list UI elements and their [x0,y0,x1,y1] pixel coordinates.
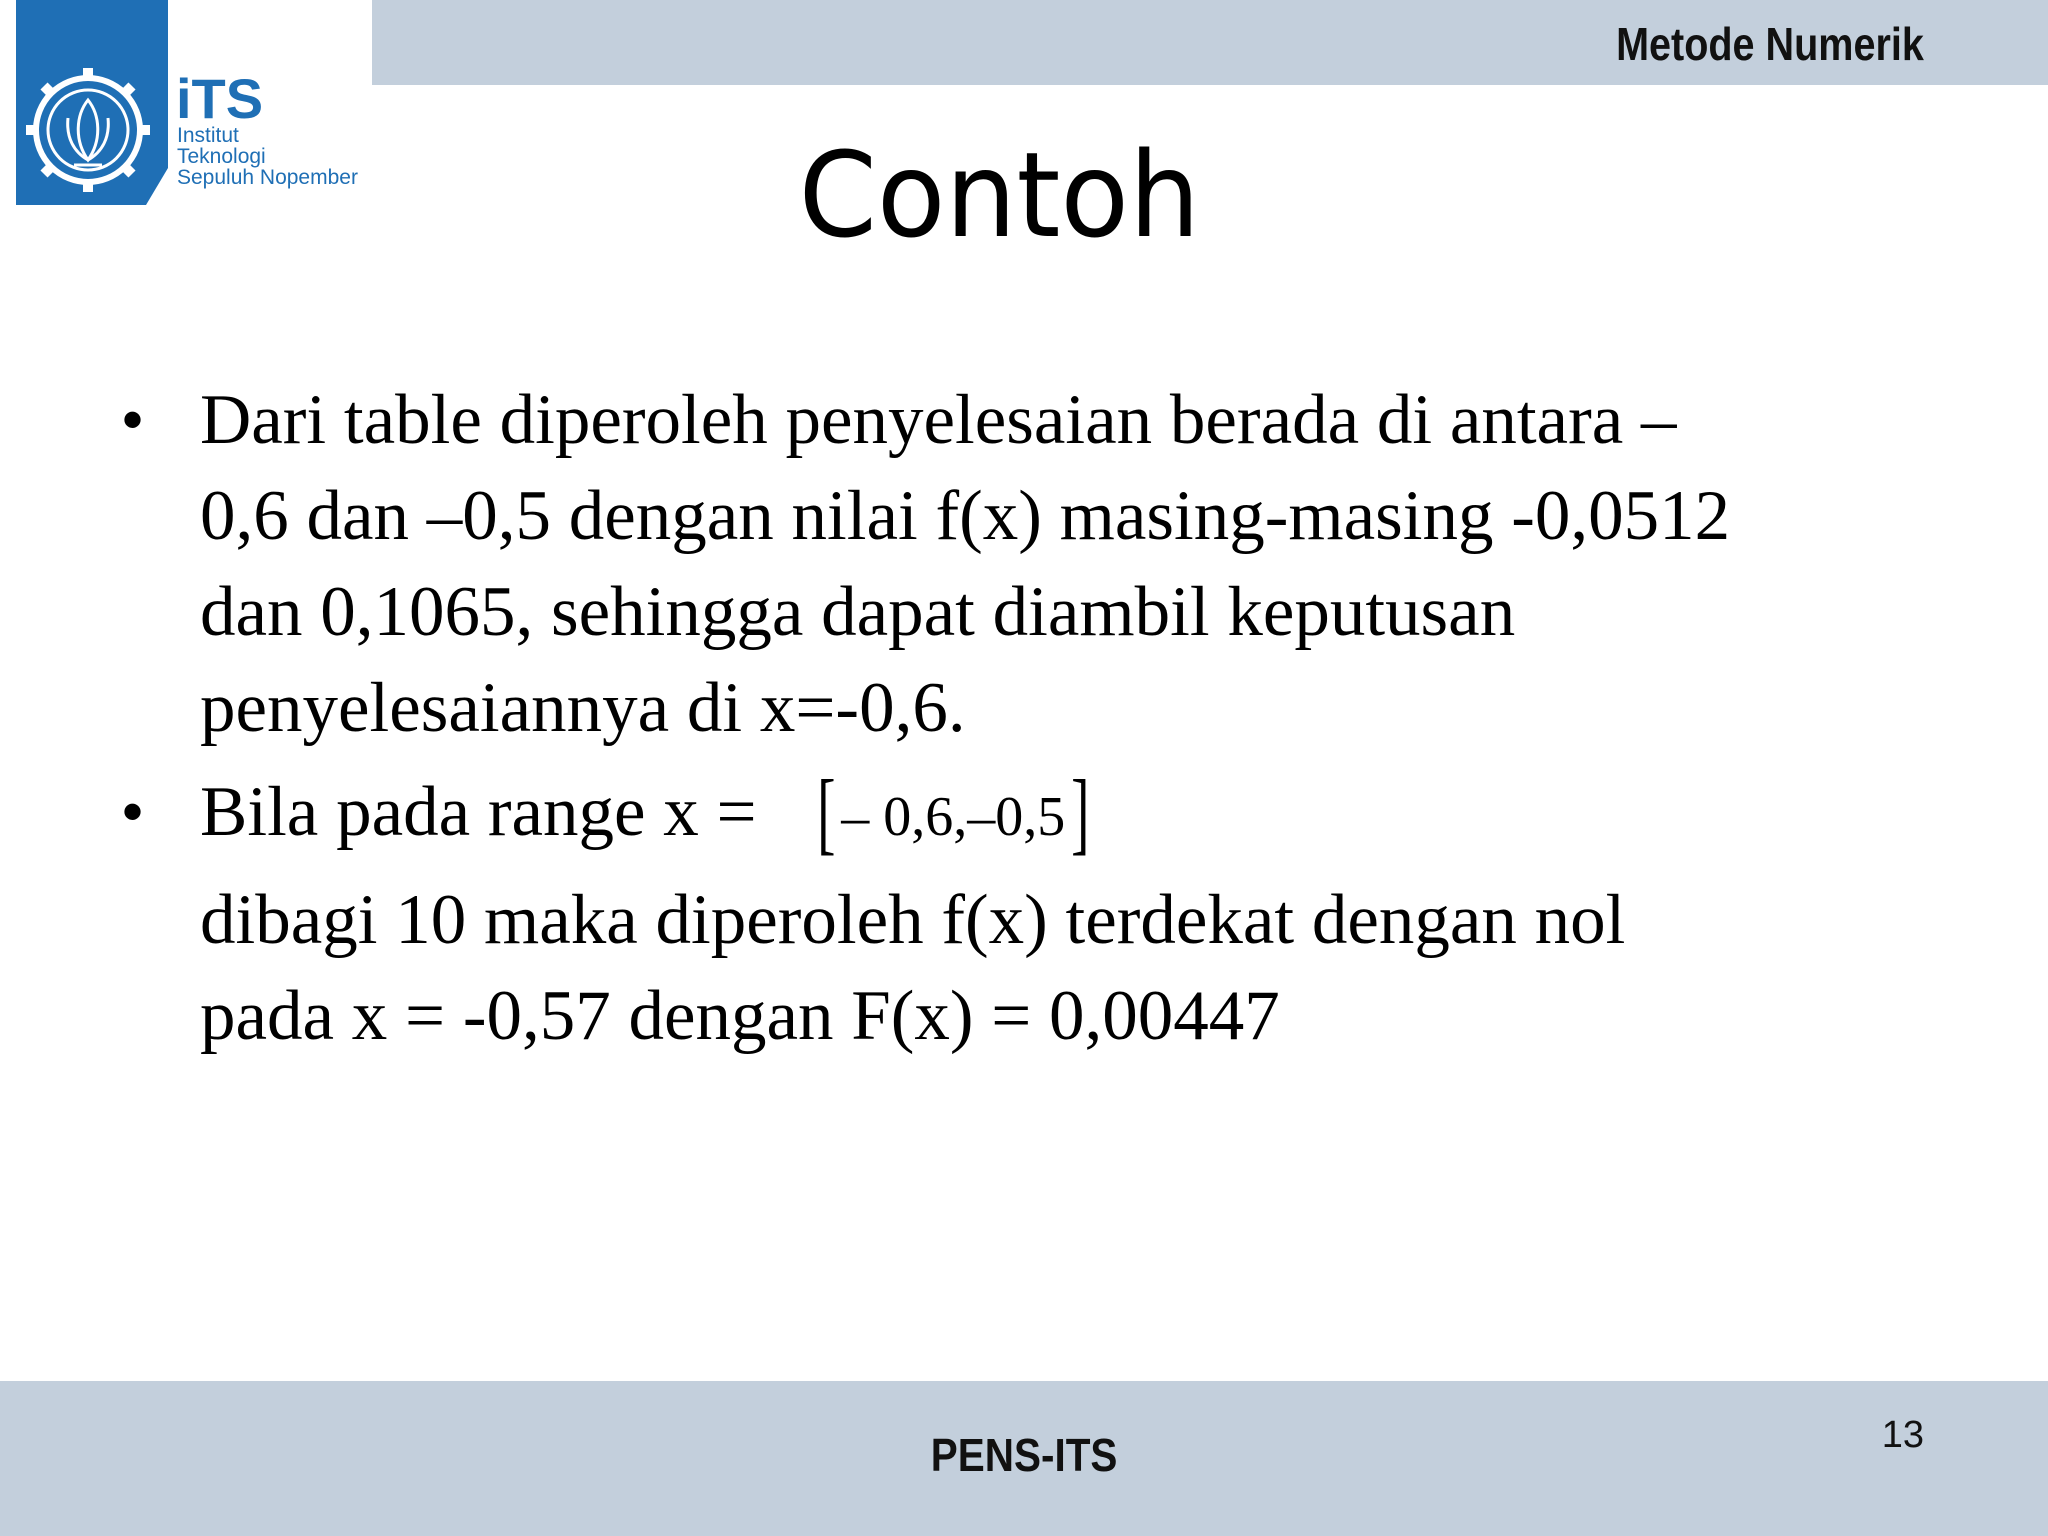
footer-label [0,1425,2048,1485]
course-name: Metode Numerik [1616,18,1924,70]
bullet-1-line-4: penyelesaiannya di x=-0,6. [200,669,966,747]
page-number: 13 [1881,1414,1924,1456]
logo-line-1: Institut [177,124,239,147]
bullet-item-2 [122,761,1960,863]
range-formula [811,761,1096,865]
bullet-2-text: Bila pada range x = [200,773,757,851]
bullet-item-1 [122,372,1960,756]
slide-title [0,125,2048,265]
formula-close-bracket: ] [1071,761,1090,863]
bullet-1-line-2: 0,6 dan –0,5 dengan nilai f(x) masing-masing -0,0512 [200,477,1731,555]
slide-title-text: Contoh [798,126,1200,264]
bullet-dot-icon: • [122,386,144,453]
footer-label-text: PENS-ITS [930,1429,1118,1481]
bullet-2-line-3: pada x = -0,57 dengan F(x) = 0,00447 [200,977,1280,1055]
logo-line-3: Sepuluh Nopember [177,166,358,189]
bullet-2-continuation [200,872,1960,1064]
formula-open-bracket: [ [816,761,836,863]
slide-content [122,372,1960,1064]
bullet-2-line-1 [200,761,1960,865]
formula-body: – 0,6,–0,5 [841,786,1066,848]
bullet-2-line-2: dibagi 10 maka diperoleh f(x) terdekat dengan nol [200,881,1626,959]
logo-abbr: iTS [176,67,264,130]
bullet-dot-icon: • [122,778,144,845]
bullet-1-line-1: Dari table diperoleh penyelesaian berada di antara – [200,381,1677,459]
logo-line-2: Teknologi [177,145,266,168]
bullet-1-line-3: dan 0,1065, sehingga dapat diambil keputusan [200,573,1516,651]
